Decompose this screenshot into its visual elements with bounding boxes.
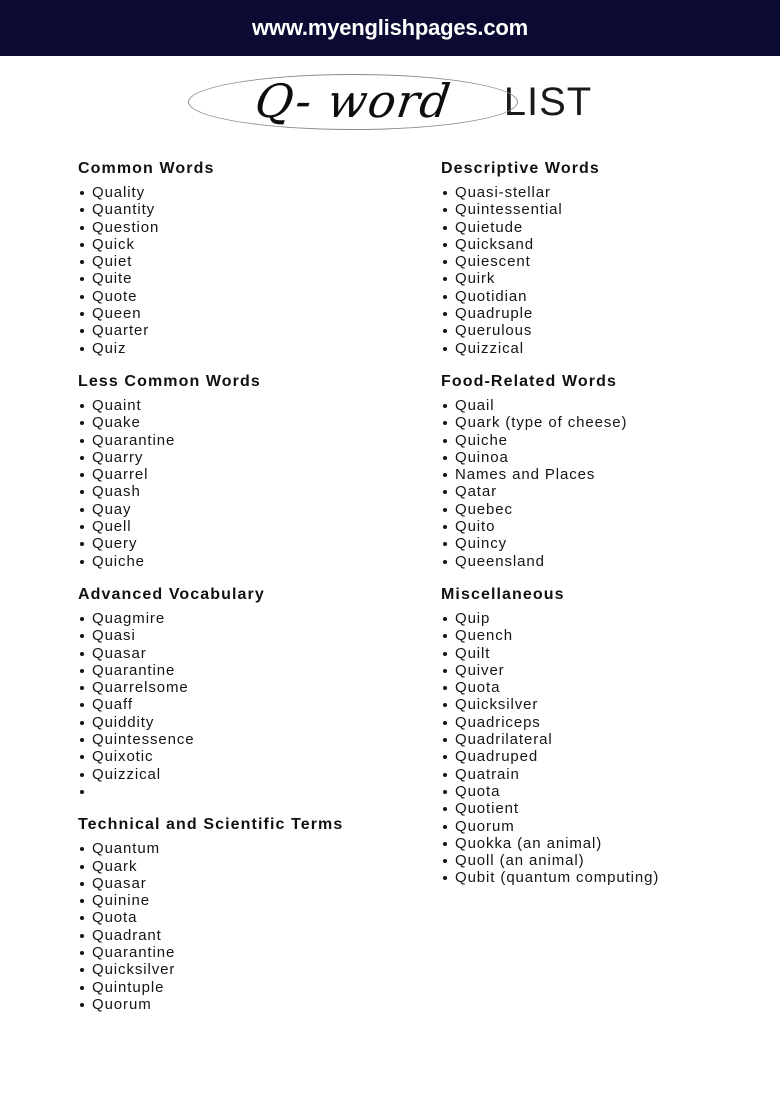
- word-section: [425, 160, 770, 357]
- word-list-item: Quasar: [92, 875, 412, 892]
- section-heading: Advanced Vocabulary: [78, 585, 265, 603]
- word-list-item: Quantum: [92, 840, 412, 857]
- word-list-item: Quadrilateral: [455, 731, 770, 748]
- word-list-item: Quasi: [92, 627, 412, 644]
- word-list-item: Quiz: [92, 340, 412, 357]
- word-list-item: Quasar: [92, 645, 412, 662]
- word-list-item: Queensland: [455, 553, 770, 570]
- section-heading: Less Common Words: [78, 372, 261, 390]
- word-list-item: Qatar: [455, 483, 770, 500]
- word-list-item: Quarrelsome: [92, 679, 412, 696]
- word-list-item: Quaint: [92, 397, 412, 414]
- word-list-item: Quail: [455, 397, 770, 414]
- word-list-item: Quirk: [455, 270, 770, 287]
- word-list-item: Quintessential: [455, 201, 770, 218]
- word-list-item: Quiver: [455, 662, 770, 679]
- word-list-item: Quake: [92, 414, 412, 431]
- site-banner: [0, 0, 780, 56]
- word-list-item: Quebec: [455, 501, 770, 518]
- word-list-item: Quixotic: [92, 748, 412, 765]
- word-list-item: Quicksand: [455, 236, 770, 253]
- word-list: [62, 397, 412, 570]
- word-list-item: Quick: [92, 236, 412, 253]
- word-list-item: Quito: [455, 518, 770, 535]
- word-list-item: Quench: [455, 627, 770, 644]
- word-list-item: Quarry: [92, 449, 412, 466]
- word-section: [62, 160, 412, 357]
- word-list-item: Question: [92, 219, 412, 236]
- word-list-item: Querulous: [455, 322, 770, 339]
- word-list-item: Quadruple: [455, 305, 770, 322]
- word-list-item: Quorum: [455, 818, 770, 835]
- word-list-item: Quadriceps: [455, 714, 770, 731]
- word-section: [62, 373, 412, 570]
- word-list-item: Quarrel: [92, 466, 412, 483]
- word-list-item: Quota: [455, 783, 770, 800]
- title-script-box: [188, 66, 518, 138]
- word-list-item: Quote: [92, 288, 412, 305]
- word-list-item: Quincy: [455, 535, 770, 552]
- word-list-item: Quarter: [92, 322, 412, 339]
- word-list-item: Quarantine: [92, 662, 412, 679]
- title-script-text: Q- word: [251, 74, 455, 128]
- word-section: [425, 586, 770, 887]
- section-heading: Common Words: [78, 160, 215, 177]
- word-list-item: Quasi-stellar: [455, 184, 770, 201]
- word-list: [62, 184, 412, 357]
- word-list-item: Quotient: [455, 800, 770, 817]
- word-list-item: Queen: [92, 305, 412, 322]
- section-heading: Food-Related Words: [441, 372, 617, 390]
- section-heading: Descriptive Words: [441, 160, 600, 177]
- word-list-item: Quoll (an animal): [455, 852, 770, 869]
- section-heading: Miscellaneous: [441, 585, 565, 603]
- left-column: [62, 160, 412, 1013]
- word-list-item: Quizzical: [455, 340, 770, 357]
- word-list-item: Names and Places: [455, 466, 770, 483]
- word-list-item: Quiche: [455, 432, 770, 449]
- word-list-item: Quay: [92, 501, 412, 518]
- word-list-item: Quip: [455, 610, 770, 627]
- word-list-item: Quokka (an animal): [455, 835, 770, 852]
- word-list-item: Quilt: [455, 645, 770, 662]
- word-list: [62, 610, 412, 800]
- word-list-item: Quash: [92, 483, 412, 500]
- word-list-item: Quality: [92, 184, 412, 201]
- word-list-item: Quintessence: [92, 731, 412, 748]
- site-url-text: www.myenglishpages.com: [252, 15, 528, 40]
- word-list: [425, 397, 770, 570]
- word-list-item: Quite: [92, 270, 412, 287]
- word-list-item: Quarantine: [92, 432, 412, 449]
- word-list-item: Quell: [92, 518, 412, 535]
- word-list-item: Quinine: [92, 892, 412, 909]
- word-list-item: Quantity: [92, 201, 412, 218]
- word-list-item: Quark (type of cheese): [455, 414, 770, 431]
- word-list-item: Query: [92, 535, 412, 552]
- word-list: [425, 184, 770, 357]
- word-list: [62, 840, 412, 1013]
- title-area: [0, 56, 780, 152]
- word-section: [425, 373, 770, 570]
- word-list-item: Quiddity: [92, 714, 412, 731]
- title-wrap: [0, 66, 780, 138]
- word-list-item: [92, 783, 412, 800]
- word-list-item: Quaff: [92, 696, 412, 713]
- right-column: [425, 160, 770, 887]
- word-list-item: Qubit (quantum computing): [455, 869, 770, 886]
- word-list-item: Quiescent: [455, 253, 770, 270]
- word-list-item: Quota: [92, 909, 412, 926]
- word-list-item: Quagmire: [92, 610, 412, 627]
- title-list-text: LIST: [503, 79, 593, 124]
- word-list-item: Quizzical: [92, 766, 412, 783]
- word-list-item: Quicksilver: [455, 696, 770, 713]
- word-list-item: Quintuple: [92, 979, 412, 996]
- word-list-item: Quinoa: [455, 449, 770, 466]
- section-heading: Technical and Scientific Terms: [78, 816, 344, 834]
- word-list-item: Quorum: [92, 996, 412, 1013]
- word-list-item: Quarantine: [92, 944, 412, 961]
- word-list-item: Quietude: [455, 219, 770, 236]
- word-list-item: Quark: [92, 858, 412, 875]
- word-list: [425, 610, 770, 887]
- word-list-item: Quatrain: [455, 766, 770, 783]
- word-list-item: Quadruped: [455, 748, 770, 765]
- word-list-item: Quicksilver: [92, 961, 412, 978]
- word-section: [62, 816, 412, 1013]
- word-list-item: Quadrant: [92, 927, 412, 944]
- word-list-item: Quiet: [92, 253, 412, 270]
- word-list-item: Quota: [455, 679, 770, 696]
- word-list-item: Quotidian: [455, 288, 770, 305]
- word-section: [62, 586, 412, 800]
- word-list-item: Quiche: [92, 553, 412, 570]
